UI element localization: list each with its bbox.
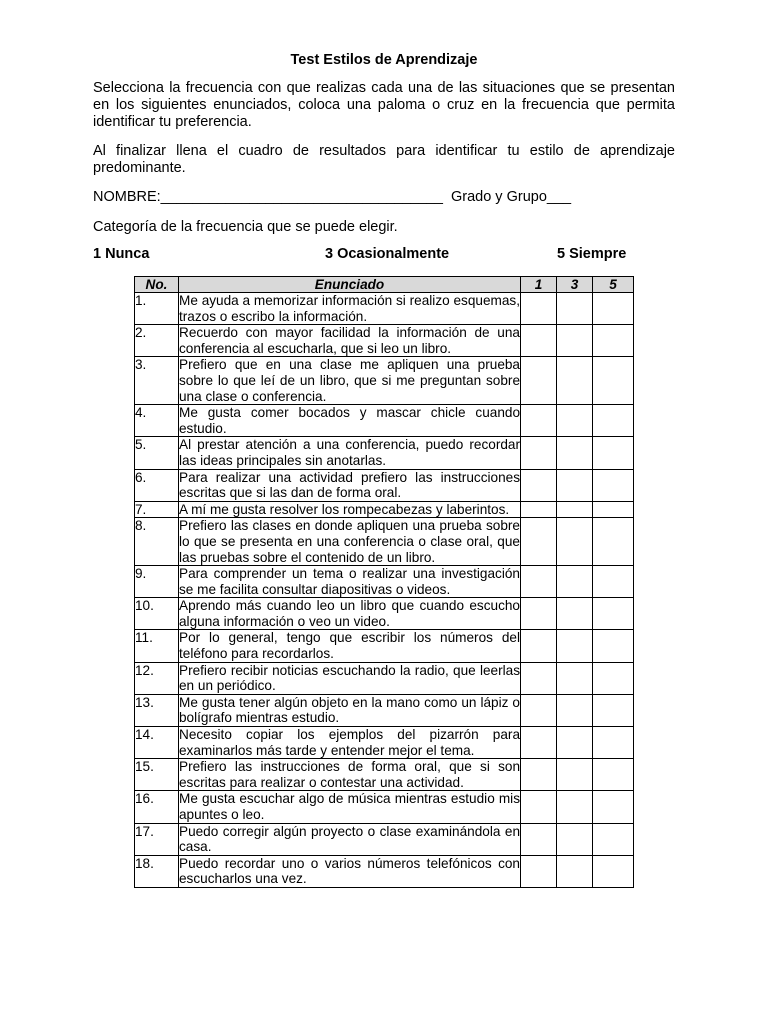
frequency-1-checkbox-cell[interactable] <box>521 759 557 791</box>
frequency-5-checkbox-cell[interactable] <box>593 325 634 357</box>
table-row <box>135 405 634 437</box>
header-statement: Enunciado <box>179 277 521 293</box>
frequency-1-checkbox-cell[interactable] <box>521 727 557 759</box>
frequency-1-checkbox-cell[interactable] <box>521 598 557 630</box>
table-row <box>135 469 634 501</box>
row-number: 2. <box>135 325 179 357</box>
table-row <box>135 566 634 598</box>
frequency-1-checkbox-cell[interactable] <box>521 293 557 325</box>
frequency-5-checkbox-cell[interactable] <box>593 630 634 662</box>
frequency-5-checkbox-cell[interactable] <box>593 759 634 791</box>
frequency-1-checkbox-cell[interactable] <box>521 405 557 437</box>
row-number: 17. <box>135 823 179 855</box>
header-freq-3: 3 <box>557 277 593 293</box>
page-title: Test Estilos de Aprendizaje <box>290 52 478 68</box>
row-number: 3. <box>135 357 179 405</box>
table-row <box>135 727 634 759</box>
frequency-1-checkbox-cell[interactable] <box>521 791 557 823</box>
row-statement: Prefiero las instrucciones de forma oral, que si son escritas para realizar o contestar una actividad. <box>179 759 520 790</box>
row-statement: Al prestar atención a una conferencia, puedo recordar las ideas principales sin anotarlas. <box>179 437 520 468</box>
frequency-option-always: 5 Siempre <box>557 246 627 262</box>
frequency-1-checkbox-cell[interactable] <box>521 855 557 887</box>
row-statement: Por lo general, tengo que escribir los números del teléfono para recordarlos. <box>179 630 520 662</box>
row-statement: Me gusta tener algún objeto en la mano como un lápiz o bolígrafo mientras estudio. <box>179 694 520 726</box>
frequency-1-checkbox-cell[interactable] <box>521 501 557 518</box>
table-row <box>135 694 634 726</box>
frequency-3-checkbox-cell[interactable] <box>557 325 593 357</box>
category-prompt: Categoría de la frecuencia que se puede elegir. <box>93 219 398 235</box>
frequency-3-checkbox-cell[interactable] <box>557 662 593 694</box>
row-statement: Prefiero que en una clase me apliquen una prueba sobre lo que leí de un libro, que si me preguntan sobre una clase o conferencia. <box>179 357 520 404</box>
frequency-3-checkbox-cell[interactable] <box>557 694 593 726</box>
frequency-3-checkbox-cell[interactable] <box>557 566 593 598</box>
table-row <box>135 518 634 566</box>
table-row <box>135 855 634 887</box>
table-row <box>135 325 634 357</box>
frequency-1-checkbox-cell[interactable] <box>521 518 557 566</box>
statements-table <box>134 276 634 888</box>
row-statement: Necesito copiar los ejemplos del pizarrón para examinarlos más tarde y entender mejor el tema. <box>179 727 520 758</box>
frequency-5-checkbox-cell[interactable] <box>593 598 634 630</box>
frequency-1-checkbox-cell[interactable] <box>521 694 557 726</box>
row-statement: Para realizar una actividad prefiero las instrucciones escritas que si las dan de forma oral. <box>179 469 520 501</box>
row-statement: Me gusta comer bocados y mascar chicle cuando estudio. <box>179 405 520 436</box>
header-no: No. <box>135 277 179 293</box>
frequency-1-checkbox-cell[interactable] <box>521 630 557 662</box>
frequency-3-checkbox-cell[interactable] <box>557 501 593 518</box>
frequency-5-checkbox-cell[interactable] <box>593 662 634 694</box>
frequency-3-checkbox-cell[interactable] <box>557 630 593 662</box>
frequency-5-checkbox-cell[interactable] <box>593 437 634 469</box>
table-row <box>135 759 634 791</box>
frequency-5-checkbox-cell[interactable] <box>593 518 634 566</box>
frequency-5-checkbox-cell[interactable] <box>593 357 634 405</box>
row-statement: A mí me gusta resolver los rompecabezas y laberintos. <box>179 501 521 518</box>
frequency-3-checkbox-cell[interactable] <box>557 437 593 469</box>
row-number: 16. <box>135 791 179 823</box>
frequency-3-checkbox-cell[interactable] <box>557 791 593 823</box>
table-row <box>135 293 634 325</box>
frequency-1-checkbox-cell[interactable] <box>521 662 557 694</box>
frequency-3-checkbox-cell[interactable] <box>557 357 593 405</box>
frequency-option-never: 1 Nunca <box>93 246 150 262</box>
frequency-5-checkbox-cell[interactable] <box>593 855 634 887</box>
frequency-5-checkbox-cell[interactable] <box>593 566 634 598</box>
frequency-3-checkbox-cell[interactable] <box>557 598 593 630</box>
table-row <box>135 598 634 630</box>
row-statement: Prefiero las clases en donde apliquen una prueba sobre lo que se presenta en una conferencia o clase oral, que las pruebas sobre el contenido de un libro. <box>179 518 520 565</box>
table-row <box>135 791 634 823</box>
row-number: 14. <box>135 727 179 759</box>
row-number: 15. <box>135 759 179 791</box>
frequency-5-checkbox-cell[interactable] <box>593 694 634 726</box>
header-freq-1: 1 <box>521 277 557 293</box>
frequency-3-checkbox-cell[interactable] <box>557 405 593 437</box>
frequency-3-checkbox-cell[interactable] <box>557 469 593 501</box>
row-statement: Me ayuda a memorizar información si realizo esquemas, trazos o escribo la información. <box>179 293 520 324</box>
frequency-1-checkbox-cell[interactable] <box>521 357 557 405</box>
frequency-1-checkbox-cell[interactable] <box>521 437 557 469</box>
frequency-5-checkbox-cell[interactable] <box>593 469 634 501</box>
row-number: 18. <box>135 855 179 887</box>
row-number: 13. <box>135 694 179 726</box>
frequency-5-checkbox-cell[interactable] <box>593 293 634 325</box>
frequency-3-checkbox-cell[interactable] <box>557 823 593 855</box>
table-row <box>135 437 634 469</box>
frequency-1-checkbox-cell[interactable] <box>521 469 557 501</box>
header-freq-5: 5 <box>593 277 634 293</box>
frequency-5-checkbox-cell[interactable] <box>593 405 634 437</box>
table-row <box>135 630 634 662</box>
table-header-row <box>135 277 634 293</box>
frequency-5-checkbox-cell[interactable] <box>593 791 634 823</box>
frequency-3-checkbox-cell[interactable] <box>557 759 593 791</box>
row-statement: Puedo recordar uno o varios números telefónicos con escucharlos una vez. <box>179 855 520 887</box>
table-row <box>135 357 634 405</box>
table-row <box>135 662 634 694</box>
name-grade-line: NOMBRE:___________________________________ Grado y Grupo___ <box>93 189 572 205</box>
frequency-5-checkbox-cell[interactable] <box>593 823 634 855</box>
frequency-1-checkbox-cell[interactable] <box>521 566 557 598</box>
row-number: 9. <box>135 566 179 598</box>
frequency-1-checkbox-cell[interactable] <box>521 823 557 855</box>
instructions-paragraph: Selecciona la frecuencia con que realizas cada una de las situaciones que se presentan en los siguientes enunciados, coloca una paloma o cruz en la frecuencia que permita identificar tu preferencia. <box>93 80 675 130</box>
row-statement: Aprendo más cuando leo un libro que cuando escucho alguna información o veo un video. <box>179 598 520 629</box>
frequency-3-checkbox-cell[interactable] <box>557 518 593 566</box>
frequency-option-occasionally: 3 Ocasionalmente <box>325 246 450 262</box>
frequency-3-checkbox-cell[interactable] <box>557 727 593 759</box>
row-number: 5. <box>135 437 179 469</box>
row-statement: Recuerdo con mayor facilidad la información de una conferencia al escucharla, que si leo un libro. <box>179 325 520 356</box>
table-row <box>135 823 634 855</box>
frequency-1-checkbox-cell[interactable] <box>521 325 557 357</box>
table-row <box>135 501 634 518</box>
instructions-final-paragraph: Al finalizar llena el cuadro de resultados para identificar tu estilo de aprendizaje predominante. <box>93 143 675 176</box>
row-statement: Me gusta escuchar algo de música mientras estudio mis apuntes o leo. <box>179 791 520 822</box>
row-statement: Puedo corregir algún proyecto o clase examinándola en casa. <box>179 823 520 855</box>
row-number: 4. <box>135 405 179 437</box>
frequency-5-checkbox-cell[interactable] <box>593 501 634 518</box>
frequency-5-checkbox-cell[interactable] <box>593 727 634 759</box>
frequency-3-checkbox-cell[interactable] <box>557 855 593 887</box>
row-number: 12. <box>135 662 179 694</box>
row-number: 7. <box>135 501 179 518</box>
row-statement: Para comprender un tema o realizar una investigación se me facilita consultar diapositivas o videos. <box>179 566 520 597</box>
row-number: 6. <box>135 469 179 501</box>
row-number: 8. <box>135 518 179 566</box>
row-number: 11. <box>135 630 179 662</box>
row-number: 10. <box>135 598 179 630</box>
frequency-3-checkbox-cell[interactable] <box>557 293 593 325</box>
row-statement: Prefiero recibir noticias escuchando la radio, que leerlas en un periódico. <box>179 662 520 694</box>
row-number: 1. <box>135 293 179 325</box>
